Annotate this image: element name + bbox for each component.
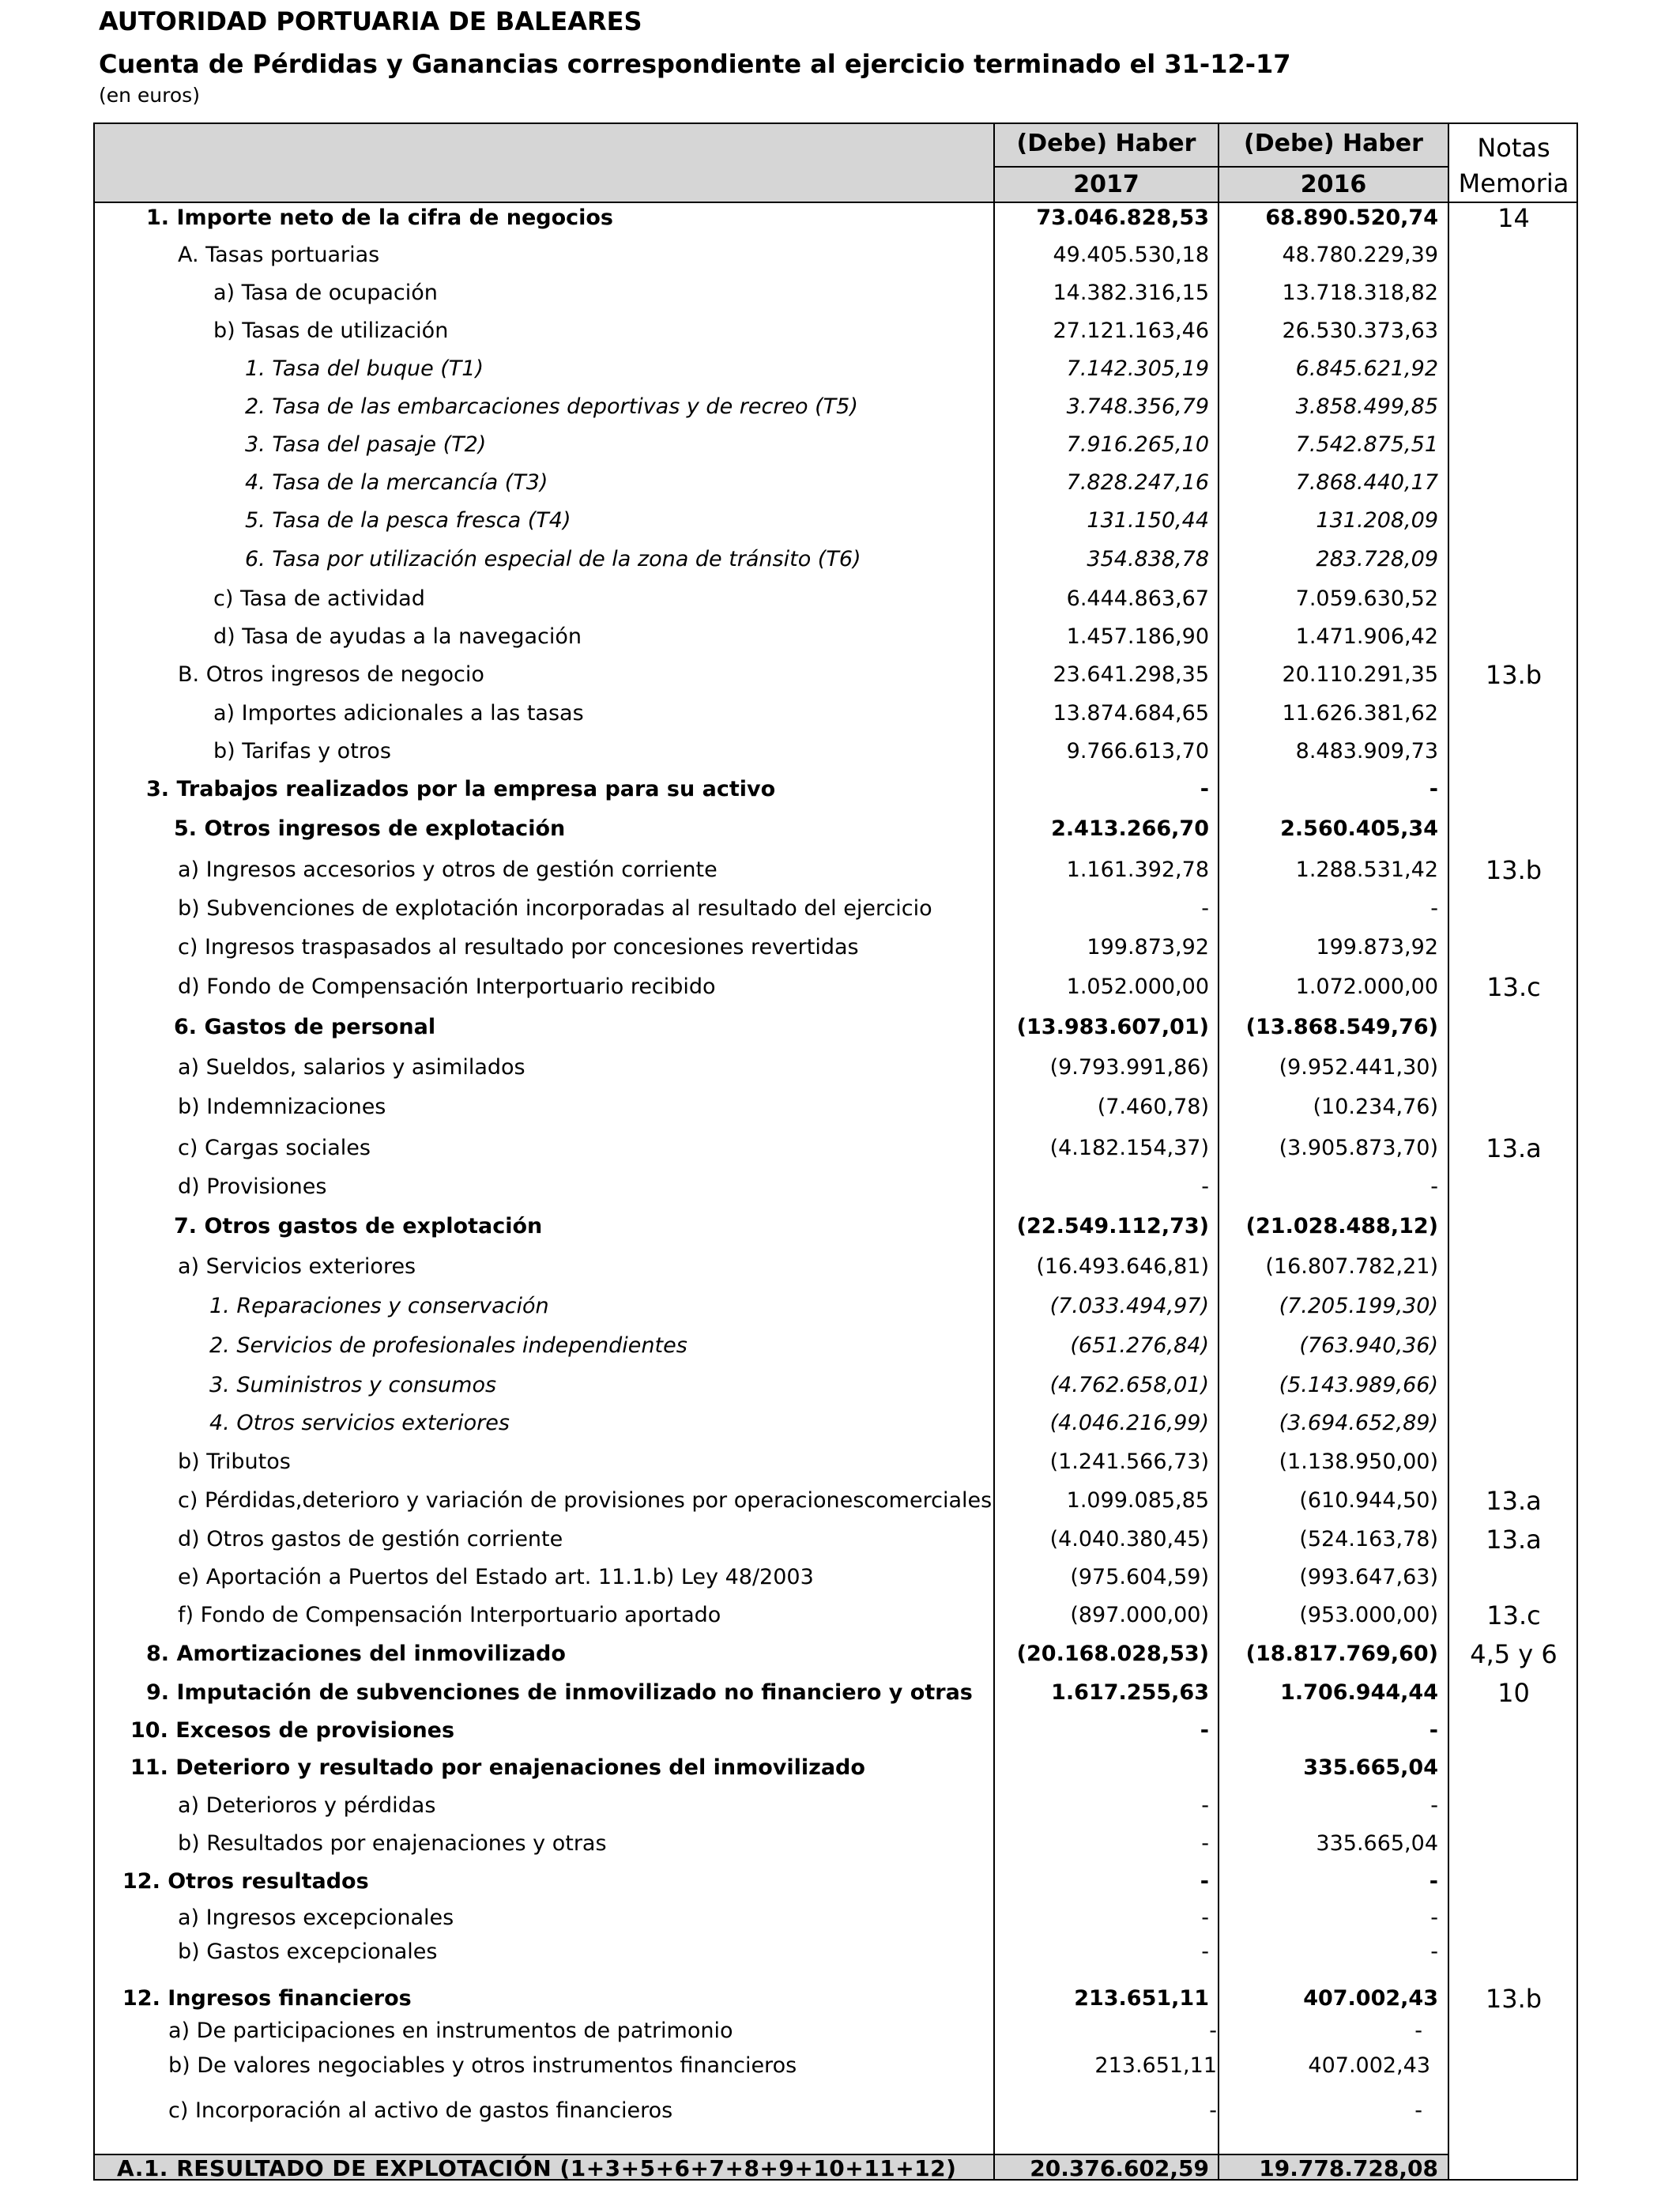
- row-label: b) De valores negociables y otros instrumentos financieros: [168, 2053, 797, 2078]
- note-ref: 13.b: [1485, 1984, 1543, 2014]
- row-label: a) Importes adicionales a las tasas: [213, 701, 584, 726]
- statement-row: [0, 1524, 1680, 1555]
- company-title: AUTORIDAD PORTUARIA DE BALEARES: [99, 6, 642, 36]
- row-label: c) Cargas sociales: [178, 1136, 371, 1160]
- value-2016: (21.028.488,12): [1245, 1214, 1438, 1238]
- row-label: 5. Otros ingresos de explotación: [174, 816, 566, 841]
- note-ref: 4,5 y 6: [1470, 1639, 1558, 1669]
- year-divider: [993, 166, 1448, 168]
- statement-row: [0, 391, 1680, 423]
- value-2017: (651.276,84): [1070, 1333, 1209, 1358]
- statement-row: [0, 1983, 1680, 2015]
- row-label: A.1. RESULTADO DE EXPLOTACIÓN (1+3+5+6+7+8+9+10+11+12): [117, 2155, 957, 2181]
- note-ref: 13.a: [1486, 1486, 1542, 1516]
- value-2016: 335.665,04: [1303, 1755, 1438, 1780]
- statement-row: [0, 1715, 1680, 1747]
- statement-row: [0, 698, 1680, 729]
- value-2017: 354.838,78: [1087, 547, 1209, 571]
- col-2017-year: 2017: [1073, 171, 1139, 198]
- statement-row: [0, 467, 1680, 499]
- value-2016: 3.858.499,85: [1295, 394, 1438, 419]
- value-2016: (993.647,63): [1299, 1565, 1438, 1589]
- col-2017-header: (Debe) Haber: [1016, 130, 1196, 157]
- value-2016: -: [1414, 2019, 1422, 2043]
- value-2016: -: [1430, 1793, 1438, 1818]
- value-2016: (3.905.873,70): [1279, 1136, 1438, 1160]
- row-label: f) Fondo de Compensación Interportuario aportado: [178, 1603, 721, 1627]
- row-label: 3. Suministros y consumos: [209, 1373, 497, 1397]
- value-2016: 68.890.520,74: [1265, 205, 1438, 230]
- row-label: a) Ingresos accesorios y otros de gestión corriente: [178, 858, 718, 882]
- value-2016: -: [1429, 1869, 1438, 1894]
- row-label: d) Tasa de ayudas a la navegación: [213, 624, 582, 649]
- note-ref: 13.c: [1486, 1600, 1541, 1630]
- value-2016: 1.471.906,42: [1295, 624, 1438, 649]
- statement-row: [0, 1091, 1680, 1123]
- value-2016: 407.002,43: [1308, 2053, 1430, 2078]
- statement-row: [0, 544, 1680, 575]
- statement-row: [0, 2015, 1680, 2047]
- value-2016: (3.694.652,89): [1279, 1411, 1438, 1435]
- units-note: (en euros): [99, 84, 200, 107]
- statement-title: Cuenta de Pérdidas y Ganancias correspondiente al ejercicio terminado el 31-12-17: [99, 49, 1291, 79]
- row-label: d) Otros gastos de gestión corriente: [178, 1527, 563, 1551]
- row-label: 2. Tasa de las embarcaciones deportivas y de recreo (T5): [245, 394, 858, 419]
- value-2017: -: [1200, 777, 1209, 801]
- value-2016: 48.780.229,39: [1282, 243, 1438, 267]
- value-2016: (16.807.782,21): [1265, 1254, 1438, 1279]
- row-label: 3. Tasa del pasaje (T2): [245, 432, 487, 457]
- statement-row: [0, 1638, 1680, 1670]
- value-2016: -: [1414, 2098, 1422, 2123]
- note-ref: 13.a: [1486, 1525, 1542, 1555]
- value-2017: -: [1209, 2019, 1217, 2043]
- statement-row: [0, 1408, 1680, 1439]
- row-label: c) Tasa de actividad: [213, 586, 425, 611]
- statement-row: [0, 1251, 1680, 1283]
- value-2016: -: [1429, 777, 1438, 801]
- row-label: 12. Ingresos financieros: [122, 1986, 412, 2011]
- row-label: 6. Gastos de personal: [174, 1015, 436, 1039]
- statement-row: [0, 505, 1680, 537]
- row-label: d) Fondo de Compensación Interportuario recibido: [178, 974, 716, 999]
- notes-header-line2: Memoria: [1458, 168, 1569, 198]
- statement-row: [0, 2050, 1680, 2082]
- value-2016: (763.940,36): [1299, 1333, 1438, 1358]
- value-2016: 7.542.875,51: [1295, 432, 1438, 457]
- value-2016: (610.944,50): [1299, 1488, 1438, 1513]
- value-2016: (7.205.199,30): [1279, 1294, 1438, 1318]
- statement-row: [0, 1330, 1680, 1362]
- row-label: 1. Reparaciones y conservación: [209, 1294, 549, 1318]
- row-label: 2. Servicios de profesionales independientes: [209, 1333, 687, 1358]
- row-label: A. Tasas portuarias: [178, 243, 380, 267]
- statement-row: [0, 353, 1680, 385]
- statement-row: [0, 1171, 1680, 1203]
- value-2017: 27.121.163,46: [1053, 319, 1209, 343]
- statement-row: [0, 1446, 1680, 1478]
- note-ref: 13.b: [1485, 855, 1543, 885]
- statement-row: [0, 1902, 1680, 1934]
- value-2016: 1.288.531,42: [1295, 858, 1438, 882]
- statement-row: [0, 621, 1680, 653]
- statement-row: [0, 971, 1680, 1003]
- value-2017: -: [1201, 1906, 1209, 1930]
- value-2016: (953.000,00): [1299, 1603, 1438, 1627]
- value-2017: (16.493.646,81): [1036, 1254, 1209, 1279]
- value-2017: 1.052.000,00: [1066, 974, 1209, 999]
- value-2017: -: [1201, 896, 1209, 921]
- value-2017: 23.641.298,35: [1053, 662, 1209, 687]
- value-2016: (5.143.989,66): [1279, 1373, 1438, 1397]
- value-2017: 7.828.247,16: [1066, 470, 1209, 495]
- value-2017: 199.873,92: [1087, 935, 1209, 959]
- value-2017: (897.000,00): [1070, 1603, 1209, 1627]
- statement-row: [0, 1752, 1680, 1784]
- row-label: b) Indemnizaciones: [178, 1095, 386, 1119]
- row-label: a) Tasa de ocupación: [213, 281, 438, 305]
- value-2016: 1.072.000,00: [1295, 974, 1438, 999]
- note-ref: 10: [1497, 1678, 1530, 1708]
- value-2016: 7.868.440,17: [1295, 470, 1438, 495]
- row-label: b) Gastos excepcionales: [178, 1940, 438, 1964]
- value-2017: 213.651,11: [1074, 1986, 1209, 2011]
- value-2017: 7.142.305,19: [1066, 356, 1209, 381]
- value-2017: 13.874.684,65: [1053, 701, 1209, 726]
- statement-row: [0, 1485, 1680, 1517]
- row-label: 1. Tasa del buque (T1): [245, 356, 484, 381]
- row-label: b) Tasas de utilización: [213, 319, 449, 343]
- col-2016-header: (Debe) Haber: [1244, 130, 1423, 157]
- value-2017: -: [1201, 1793, 1209, 1818]
- value-2016: 8.483.909,73: [1295, 739, 1438, 763]
- statement-row: [0, 1936, 1680, 1968]
- value-2016: (524.163,78): [1299, 1527, 1438, 1551]
- value-2016: (10.234,76): [1313, 1095, 1438, 1119]
- statement-row: [0, 2095, 1680, 2127]
- statement-row: [0, 583, 1680, 615]
- value-2017: -: [1209, 2098, 1217, 2123]
- value-2016: -: [1430, 1174, 1438, 1199]
- statement-row: [0, 1600, 1680, 1631]
- row-label: d) Provisiones: [178, 1174, 327, 1199]
- value-2017: 49.405.530,18: [1053, 243, 1209, 267]
- statement-row: [0, 1677, 1680, 1709]
- value-2016: (9.952.441,30): [1279, 1055, 1438, 1080]
- statement-row: [0, 932, 1680, 963]
- value-2017: -: [1201, 1940, 1209, 1964]
- note-ref: 13.b: [1485, 660, 1543, 690]
- value-2017: 3.748.356,79: [1066, 394, 1209, 419]
- value-2016: 26.530.373,63: [1282, 319, 1438, 343]
- row-label: b) Resultados por enajenaciones y otras: [178, 1831, 607, 1856]
- row-label: b) Tributos: [178, 1449, 291, 1474]
- row-label: c) Incorporación al activo de gastos financieros: [168, 2098, 673, 2123]
- value-2016: 1.706.944,44: [1280, 1680, 1438, 1705]
- value-2017: (4.040.380,45): [1049, 1527, 1209, 1551]
- note-ref: 14: [1497, 203, 1530, 233]
- value-2017: 213.651,11: [1094, 2053, 1217, 2078]
- value-2016: -: [1430, 896, 1438, 921]
- value-2017: (7.033.494,97): [1049, 1294, 1209, 1318]
- value-2017: (975.604,59): [1070, 1565, 1209, 1589]
- statement-row: [0, 429, 1680, 461]
- row-label: 8. Amortizaciones del inmovilizado: [146, 1642, 566, 1666]
- row-label: B. Otros ingresos de negocio: [178, 662, 484, 687]
- value-2017: -: [1200, 1869, 1209, 1894]
- statement-row: [0, 1370, 1680, 1401]
- row-label: 5. Tasa de la pesca fresca (T4): [245, 508, 571, 533]
- value-2017: -: [1201, 1174, 1209, 1199]
- row-label: c) Ingresos traspasados al resultado por concesiones revertidas: [178, 935, 859, 959]
- statement-row: [0, 1562, 1680, 1593]
- row-label: 6. Tasa por utilización especial de la zona de tránsito (T6): [245, 547, 861, 571]
- value-2016: 19.778.728,08: [1259, 2155, 1438, 2181]
- statement-row: [0, 315, 1680, 347]
- statement-row: [0, 1012, 1680, 1043]
- value-2016: 7.059.630,52: [1295, 586, 1438, 611]
- row-label: b) Subvenciones de explotación incorporadas al resultado del ejercicio: [178, 896, 932, 921]
- row-label: a) De participaciones en instrumentos de patrimonio: [168, 2019, 733, 2043]
- statement-row: [0, 893, 1680, 925]
- statement-row: [0, 1866, 1680, 1898]
- statement-row: [0, 1291, 1680, 1322]
- value-2017: 73.046.828,53: [1036, 205, 1209, 230]
- statement-row: [0, 277, 1680, 309]
- row-label: 4. Tasa de la mercancía (T3): [245, 470, 548, 495]
- value-2016: 20.110.291,35: [1282, 662, 1438, 687]
- row-label: a) Ingresos excepcionales: [178, 1906, 454, 1930]
- value-2016: (1.138.950,00): [1279, 1449, 1438, 1474]
- statement-row: [0, 736, 1680, 767]
- value-2017: 14.382.316,15: [1053, 281, 1209, 305]
- row-label: 7. Otros gastos de explotación: [174, 1214, 543, 1238]
- value-2017: 1.617.255,63: [1051, 1680, 1209, 1705]
- note-ref: 13.c: [1486, 972, 1541, 1002]
- value-2016: 131.208,09: [1316, 508, 1438, 533]
- row-label: 3. Trabajos realizados por la empresa para su activo: [146, 777, 776, 801]
- value-2017: (1.241.566,73): [1049, 1449, 1209, 1474]
- statement-row: [0, 1790, 1680, 1822]
- value-2017: -: [1201, 1831, 1209, 1856]
- row-label: 9. Imputación de subvenciones de inmovilizado no financiero y otras: [146, 1680, 973, 1705]
- value-2016: 283.728,09: [1316, 547, 1438, 571]
- value-2017: 7.916.265,10: [1066, 432, 1209, 457]
- note-ref: 13.a: [1486, 1133, 1542, 1163]
- value-2016: 407.002,43: [1303, 1986, 1438, 2011]
- statement-row: [0, 1133, 1680, 1164]
- value-2017: 6.444.863,67: [1066, 586, 1209, 611]
- statement-row: [0, 202, 1680, 234]
- value-2016: 13.718.318,82: [1282, 281, 1438, 305]
- col-2016-year: 2016: [1300, 171, 1367, 198]
- row-label: 4. Otros servicios exteriores: [209, 1411, 510, 1435]
- row-label: a) Deterioros y pérdidas: [178, 1793, 436, 1818]
- value-2017: 2.413.266,70: [1051, 816, 1209, 841]
- value-2016: -: [1430, 1906, 1438, 1930]
- value-2017: 1.457.186,90: [1066, 624, 1209, 649]
- value-2017: (22.549.112,73): [1016, 1214, 1209, 1238]
- value-2016: 199.873,92: [1316, 935, 1438, 959]
- statement-row: [0, 2153, 1680, 2185]
- value-2017: -: [1200, 1718, 1209, 1743]
- value-2016: 2.560.405,34: [1280, 816, 1438, 841]
- value-2017: (7.460,78): [1097, 1095, 1209, 1119]
- row-label: 10. Excesos de provisiones: [130, 1718, 455, 1743]
- value-2017: (13.983.607,01): [1016, 1015, 1209, 1039]
- value-2017: (20.168.028,53): [1016, 1642, 1209, 1666]
- value-2017: 1.161.392,78: [1066, 858, 1209, 882]
- value-2016: 11.626.381,62: [1282, 701, 1438, 726]
- value-2016: (18.817.769,60): [1245, 1642, 1438, 1666]
- row-label: 1. Importe neto de la cifra de negocios: [146, 205, 614, 230]
- statement-row: [0, 1828, 1680, 1860]
- statement-row: [0, 1052, 1680, 1084]
- statement-row: [0, 854, 1680, 886]
- row-label: a) Sueldos, salarios y asimilados: [178, 1055, 525, 1080]
- value-2017: 20.376.602,59: [1030, 2155, 1209, 2181]
- value-2016: (13.868.549,76): [1245, 1015, 1438, 1039]
- value-2017: 9.766.613,70: [1066, 739, 1209, 763]
- row-label: b) Tarifas y otros: [213, 739, 391, 763]
- value-2016: 6.845.621,92: [1295, 356, 1438, 381]
- value-2017: 1.099.085,85: [1066, 1488, 1209, 1513]
- statement-row: [0, 774, 1680, 805]
- notes-header-line1: Notas: [1477, 133, 1550, 163]
- value-2016: -: [1430, 1940, 1438, 1964]
- value-2017: (4.182.154,37): [1049, 1136, 1209, 1160]
- value-2017: (4.762.658,01): [1049, 1373, 1209, 1397]
- row-label: c) Pérdidas,deterioro y variación de provisiones por operacionescomerciales: [178, 1488, 993, 1513]
- value-2017: (9.793.991,86): [1049, 1055, 1209, 1080]
- statement-row: [0, 1211, 1680, 1242]
- statement-row: [0, 659, 1680, 691]
- row-label: e) Aportación a Puertos del Estado art. 11.1.b) Ley 48/2003: [178, 1565, 814, 1589]
- value-2017: (4.046.216,99): [1049, 1411, 1209, 1435]
- row-label: 11. Deterioro y resultado por enajenaciones del inmovilizado: [130, 1755, 865, 1780]
- statement-row: [0, 239, 1680, 271]
- value-2016: -: [1429, 1718, 1438, 1743]
- row-label: 12. Otros resultados: [122, 1869, 369, 1894]
- statement-row: [0, 813, 1680, 845]
- value-2017: 131.150,44: [1087, 508, 1209, 533]
- value-2016: 335.665,04: [1316, 1831, 1438, 1856]
- row-label: a) Servicios exteriores: [178, 1254, 416, 1279]
